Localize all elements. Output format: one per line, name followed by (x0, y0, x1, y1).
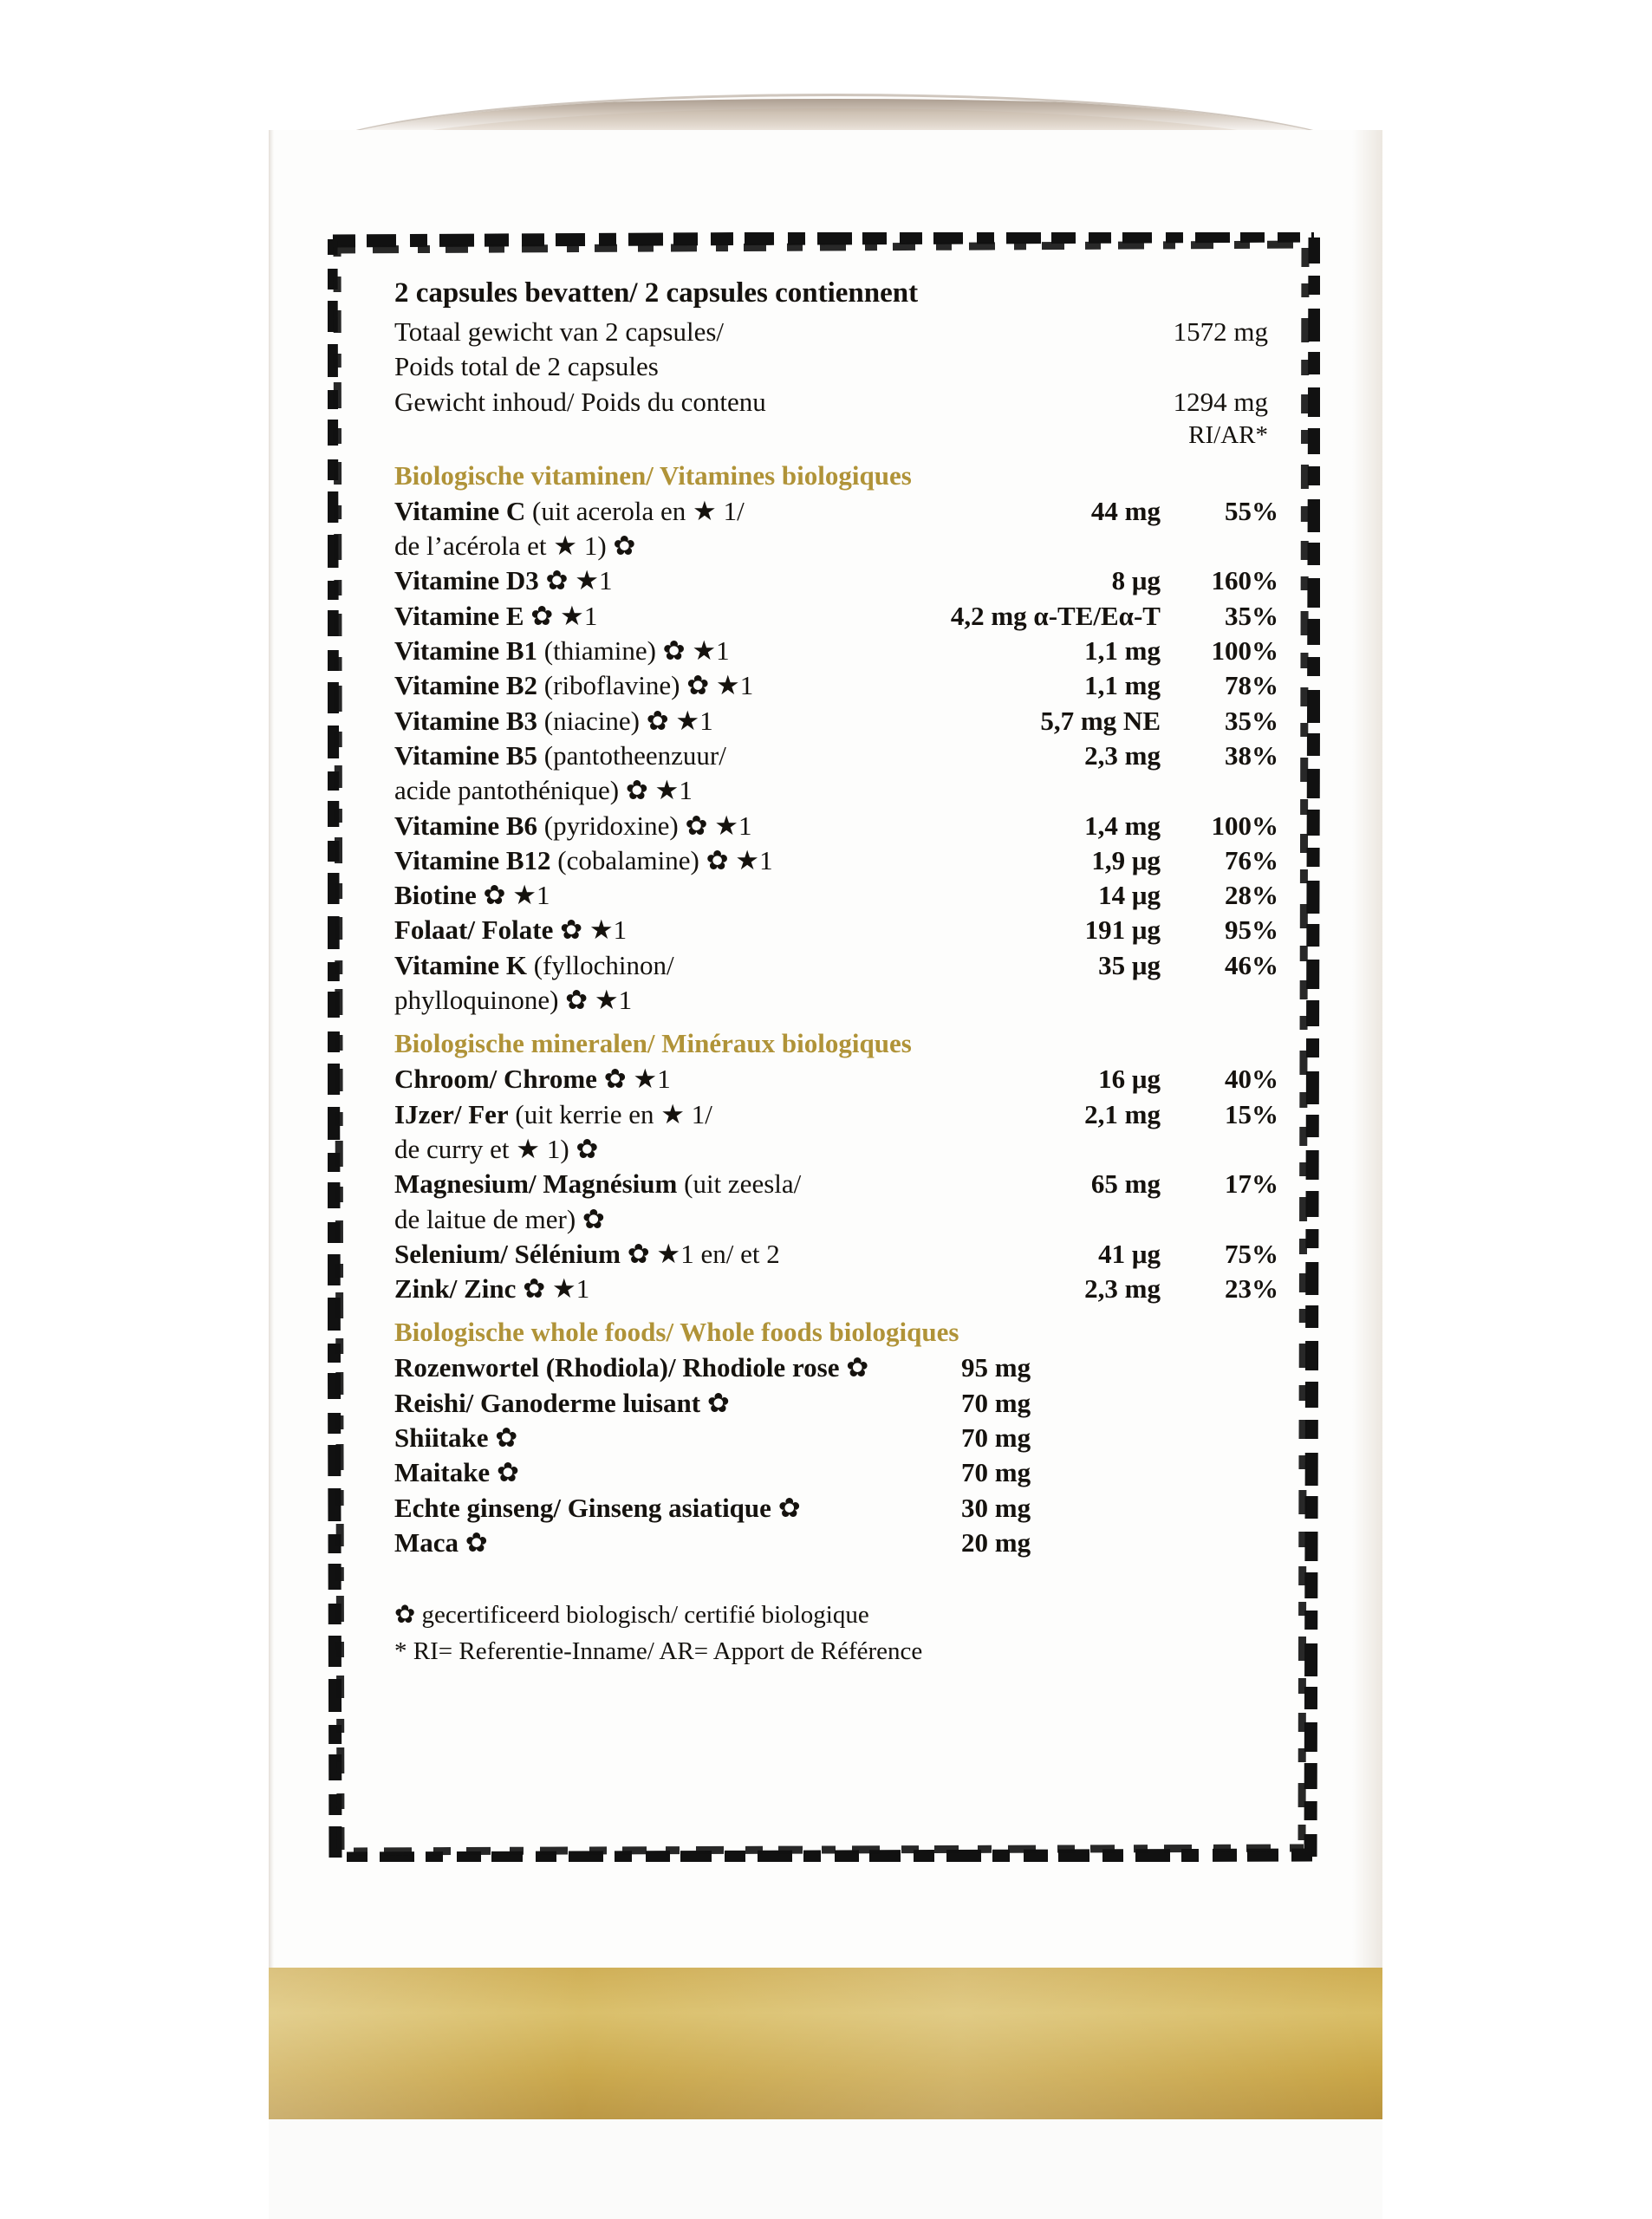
nutrient-row (394, 843, 1278, 878)
nutrient-row (394, 634, 1278, 668)
content-weight-label: Gewicht inhoud/ Poids du contenu (394, 386, 766, 417)
nutrient-amount: 95 mg (961, 1352, 1031, 1383)
nutrient-name-detail: ✿ (771, 1492, 801, 1523)
nutrient-name-bold: Vitamine C (394, 495, 526, 526)
nutrient-name-bold: Vitamine B6 (394, 810, 538, 841)
nutrient-name-bold: Shiitake (394, 1422, 489, 1454)
nutrient-row (394, 704, 1278, 739)
footnotes (394, 1597, 1278, 1669)
content-weight-value: 1294 mg (1173, 386, 1268, 417)
nutrient-amount: 35 μg (1098, 949, 1161, 980)
nutrient-name-bold: Maitake (394, 1457, 491, 1488)
nutrient-name-bold: Echte ginseng/ Ginseng asiatique (394, 1492, 771, 1523)
nutrient-name-continuation: de laitue de mer) ✿ (394, 1203, 605, 1234)
nutrient-row (394, 809, 1278, 843)
total-weight-label-fr: Poids total de 2 capsules (394, 351, 659, 382)
nutrient-name-bold: IJzer/ Fer (394, 1098, 509, 1129)
nutrient-name (394, 563, 935, 598)
nutrient-row (394, 494, 1278, 529)
nutrient-amount: 20 mg (961, 1526, 1031, 1558)
nutrient-name (394, 634, 935, 668)
nutrient-ri-percent: 160% (1211, 565, 1278, 596)
nutrient-name-detail: ✿ ★1 (596, 1064, 671, 1095)
nutrient-amount: 14 μg (1098, 880, 1161, 911)
nutrient-row (394, 1421, 1278, 1455)
nutrient-row (394, 1526, 1278, 1560)
nutrient-amount: 2,3 mg (1084, 1273, 1161, 1305)
nutrient-row (394, 1272, 1278, 1306)
nutrient-name (394, 1350, 961, 1385)
nutrient-amount: 70 mg (961, 1387, 1031, 1418)
nutrient-row (394, 948, 1278, 983)
nutrient-amount: 8 μg (1111, 565, 1161, 596)
nutrient-name (394, 1526, 961, 1560)
serving-title: 2 capsules bevatten/ 2 capsules contiennent (394, 277, 919, 309)
nutrient-name (394, 704, 935, 739)
footnote-organic: ✿ gecertificeerd biologisch/ certifié biologique (394, 1601, 869, 1630)
footnote-ri: * RI= Referentie-Inname/ AR= Apport de Référence (394, 1637, 923, 1666)
nutrient-row (394, 878, 1278, 913)
nutrient-name-detail: ✿ (839, 1352, 869, 1383)
nutrient-name-detail: (thiamine) ✿ ★1 (537, 635, 730, 667)
nutrient-sections (394, 460, 1278, 1560)
nutrient-name (394, 1167, 935, 1201)
nutrient-name-detail: (niacine) ✿ ★1 (537, 705, 713, 736)
nutrient-ri-percent: 100% (1211, 635, 1278, 667)
nutrient-name-bold: Chroom/ Chrome (394, 1064, 597, 1095)
nutrient-amount: 16 μg (1098, 1064, 1161, 1095)
nutrient-amount: 1,9 μg (1091, 844, 1161, 875)
nutrient-name (394, 1097, 935, 1132)
content-weight-row (394, 385, 1278, 420)
nutrient-name-bold: Folaat/ Folate (394, 914, 554, 946)
total-weight-row (394, 315, 1278, 349)
nutrient-name-bold: Selenium/ Sélénium (394, 1238, 621, 1269)
nutrient-amount: 4,2 mg α-TE/Eα-T (950, 600, 1161, 631)
nutrient-amount: 2,3 mg (1084, 739, 1161, 771)
nutrient-amount: 30 mg (961, 1492, 1031, 1523)
nutrient-name-bold: Zink/ Zinc (394, 1273, 517, 1305)
gold-band (269, 1968, 1382, 2119)
nutrient-name-detail: ✿ ★1 (476, 880, 550, 911)
nutrient-amount: 41 μg (1098, 1238, 1161, 1269)
nutrient-name (394, 913, 935, 947)
nutrient-name-continuation: de curry et ★ 1) ✿ (394, 1133, 599, 1164)
nutrient-name-detail: ✿ (459, 1526, 488, 1558)
nutrient-row (394, 599, 1278, 634)
nutrient-amount: 44 mg (1090, 495, 1161, 526)
nutrient-name-detail: (pantotheenzuur/ (537, 739, 726, 771)
nutrient-name-bold: Vitamine K (394, 949, 527, 980)
nutrient-name-continuation: phylloquinone) ✿ ★1 (394, 985, 633, 1016)
nutrient-amount: 65 mg (1090, 1168, 1161, 1200)
nutrient-name-detail: (fyllochinon/ (526, 949, 674, 980)
nutrient-ri-percent: 35% (1225, 705, 1278, 736)
nutrient-name (394, 1491, 961, 1526)
nutrient-name (394, 809, 935, 843)
nutrient-name-bold: Vitamine B3 (394, 705, 538, 736)
nutrient-name-continuation: acide pantothénique) ✿ ★1 (394, 775, 693, 806)
nutrient-name (394, 1062, 935, 1096)
nutrient-name-bold: Vitamine E (394, 600, 524, 631)
nutrient-amount: 5,7 mg NE (1040, 705, 1161, 736)
nutrient-row (394, 1491, 1278, 1526)
nutrient-ri-percent: 55% (1225, 495, 1278, 526)
nutrient-row (394, 1167, 1278, 1201)
nutrient-name-detail: ✿ ★1 (524, 600, 598, 631)
nutrient-row (394, 1350, 1278, 1385)
nutrient-name-bold: Magnesium/ Magnésium (394, 1168, 678, 1200)
nutrient-name-detail: ✿ (488, 1422, 518, 1454)
total-weight-label: Totaal gewicht van 2 capsules/ (394, 316, 725, 347)
package-left-edge (269, 130, 274, 2219)
nutrient-name-bold: Vitamine B2 (394, 670, 538, 701)
nutrient-name (394, 599, 831, 634)
nutrient-name (394, 1421, 961, 1455)
nutrient-name-detail: ✿ (490, 1457, 519, 1488)
nutrient-name (394, 1455, 961, 1490)
nutrient-name-bold: Vitamine B1 (394, 635, 538, 667)
nutrient-name-detail: ✿ ★1 (538, 565, 613, 596)
supplement-facts-panel (394, 277, 1278, 1669)
ri-header: RI/AR* (1188, 420, 1268, 449)
nutrient-name-detail: (pyridoxine) ✿ ★1 (537, 810, 752, 841)
nutrient-name-detail: (riboflavine) ✿ ★1 (537, 670, 754, 701)
nutrient-ri-percent: 15% (1225, 1098, 1278, 1129)
nutrient-row (394, 913, 1278, 947)
nutrient-row (394, 1237, 1278, 1272)
nutrient-name-detail: (uit zeesla/ (677, 1168, 802, 1200)
nutrient-row (394, 668, 1278, 703)
nutrient-name-bold: Maca (394, 1526, 459, 1558)
nutrient-ri-percent: 40% (1225, 1064, 1278, 1095)
nutrient-row (394, 1097, 1278, 1132)
nutrient-name (394, 878, 935, 913)
nutrient-amount: 70 mg (961, 1457, 1031, 1488)
nutrient-ri-percent: 75% (1225, 1238, 1278, 1269)
package-bottom-strip (269, 2119, 1382, 2219)
nutrient-name-bold: Vitamine B5 (394, 739, 538, 771)
nutrient-name-detail: ✿ ★1 (516, 1273, 590, 1305)
nutrient-name-bold: Biotine (394, 880, 477, 911)
section-title: Biologische whole foods/ Whole foods biologiques (394, 1317, 959, 1348)
nutrient-amount: 1,1 mg (1084, 670, 1161, 701)
nutrient-ri-percent: 95% (1225, 914, 1278, 946)
nutrient-name-bold: Rozenwortel (Rhodiola)/ Rhodiole rose (394, 1352, 840, 1383)
nutrient-name (394, 668, 935, 703)
nutrient-row (394, 1386, 1278, 1421)
nutrient-amount: 191 μg (1084, 914, 1161, 946)
nutrient-amount: 2,1 mg (1084, 1098, 1161, 1129)
section-title: Biologische mineralen/ Minéraux biologiques (394, 1028, 912, 1059)
nutrient-name (394, 1272, 935, 1306)
nutrient-name-bold: Vitamine D3 (394, 565, 539, 596)
nutrient-name-bold: Reishi/ Ganoderme luisant (394, 1387, 701, 1418)
nutrient-row (394, 563, 1278, 598)
nutrient-name (394, 1237, 935, 1272)
nutrient-ri-percent: 100% (1211, 810, 1278, 841)
nutrient-name-detail: (cobalamine) ✿ ★1 (550, 844, 773, 875)
nutrient-ri-percent: 46% (1225, 949, 1278, 980)
nutrient-name-detail: ✿ ★1 (553, 914, 628, 946)
nutrient-name-bold: Vitamine B12 (394, 844, 551, 875)
nutrient-ri-percent: 76% (1225, 844, 1278, 875)
gold-band-sheen (269, 1968, 1382, 2119)
nutrient-name-detail: (uit acerola en ★ 1/ (525, 495, 745, 526)
package-right-edge (1352, 130, 1382, 2219)
section-title: Biologische vitaminen/ Vitamines biologiques (394, 459, 912, 491)
nutrient-name (394, 494, 935, 529)
nutrient-row (394, 1062, 1278, 1096)
nutrient-name-continuation: de l’acérola et ★ 1) ✿ (394, 530, 636, 562)
nutrient-ri-percent: 17% (1225, 1168, 1278, 1200)
nutrient-row (394, 739, 1278, 773)
nutrient-name (394, 948, 935, 983)
nutrient-amount: 1,4 mg (1084, 810, 1161, 841)
nutrient-amount: 70 mg (961, 1422, 1031, 1454)
nutrient-name (394, 843, 935, 878)
nutrient-name-detail: (uit kerrie en ★ 1/ (508, 1098, 712, 1129)
nutrient-ri-percent: 78% (1225, 670, 1278, 701)
nutrient-ri-percent: 23% (1225, 1273, 1278, 1305)
total-weight-value: 1572 mg (1173, 316, 1268, 347)
nutrient-name (394, 739, 935, 773)
nutrient-ri-percent: 38% (1225, 739, 1278, 771)
nutrient-amount: 1,1 mg (1084, 635, 1161, 667)
nutrient-ri-percent: 35% (1225, 600, 1278, 631)
nutrient-name (394, 1386, 961, 1421)
nutrient-name-detail: ✿ ★1 en/ et 2 (620, 1238, 780, 1269)
nutrient-ri-percent: 28% (1225, 880, 1278, 911)
nutrient-row (394, 1455, 1278, 1490)
nutrient-name-detail: ✿ (700, 1387, 730, 1418)
